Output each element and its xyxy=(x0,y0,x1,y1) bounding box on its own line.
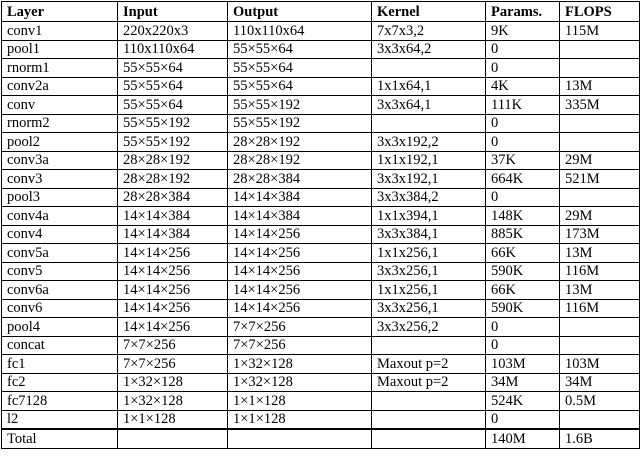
kernel-cell: 3x3x256,1 xyxy=(372,262,486,281)
layer-cell: conv2a xyxy=(2,77,118,96)
table-row xyxy=(2,299,640,318)
table-row xyxy=(2,207,640,226)
input-cell: 110x110x64 xyxy=(118,40,228,59)
kernel-cell: 3x3x256,2 xyxy=(372,318,486,337)
table-row xyxy=(2,170,640,189)
layer-cell: conv4 xyxy=(2,225,118,244)
output-cell: 55×55×64 xyxy=(228,40,372,59)
input-cell: 7×7×256 xyxy=(118,355,228,374)
kernel-cell: 3x3x192,2 xyxy=(372,133,486,152)
input-cell: 55×55×64 xyxy=(118,96,228,115)
total-row xyxy=(2,429,640,448)
header-kernel: Kernel xyxy=(372,2,486,22)
flops-cell: 116M xyxy=(560,262,640,281)
table-row xyxy=(2,392,640,411)
flops-cell: 335M xyxy=(560,96,640,115)
output-cell: 28×28×384 xyxy=(228,170,372,189)
input-cell: 28×28×384 xyxy=(118,188,228,207)
kernel-cell: 1x1x64,1 xyxy=(372,77,486,96)
params-cell: 524K xyxy=(486,392,560,411)
params-cell: 4K xyxy=(486,77,560,96)
input-cell: 7×7×256 xyxy=(118,336,228,355)
total-input xyxy=(118,429,228,448)
params-cell: 590K xyxy=(486,299,560,318)
flops-cell xyxy=(560,59,640,78)
flops-cell: 13M xyxy=(560,281,640,300)
table-row xyxy=(2,59,640,78)
table-row xyxy=(2,225,640,244)
output-cell: 14×14×384 xyxy=(228,188,372,207)
flops-cell xyxy=(560,318,640,337)
layer-cell: conv1 xyxy=(2,22,118,41)
params-cell: 0 xyxy=(486,114,560,133)
layer-cell: conv5a xyxy=(2,244,118,263)
input-cell: 14×14×256 xyxy=(118,262,228,281)
output-cell: 55×55×64 xyxy=(228,59,372,78)
kernel-cell: 7x7x3,2 xyxy=(372,22,486,41)
layer-cell: conv xyxy=(2,96,118,115)
kernel-cell: 3x3x192,1 xyxy=(372,170,486,189)
output-cell: 55×55×192 xyxy=(228,96,372,115)
input-cell: 55×55×64 xyxy=(118,77,228,96)
kernel-cell: Maxout p=2 xyxy=(372,373,486,392)
layer-table xyxy=(1,1,640,449)
layer-cell: pool2 xyxy=(2,133,118,152)
flops-cell: 116M xyxy=(560,299,640,318)
input-cell: 14×14×384 xyxy=(118,207,228,226)
layer-cell: conv6 xyxy=(2,299,118,318)
kernel-cell: 1x1x256,1 xyxy=(372,281,486,300)
flops-cell: 34M xyxy=(560,373,640,392)
total-flops: 1.6B xyxy=(560,429,640,448)
table-row xyxy=(2,355,640,374)
input-cell: 14×14×256 xyxy=(118,299,228,318)
table-row xyxy=(2,77,640,96)
params-cell: 0 xyxy=(486,410,560,429)
output-cell: 14×14×384 xyxy=(228,207,372,226)
layer-cell: pool3 xyxy=(2,188,118,207)
header-input: Input xyxy=(118,2,228,22)
params-cell: 34M xyxy=(486,373,560,392)
output-cell: 14×14×256 xyxy=(228,244,372,263)
table-row xyxy=(2,318,640,337)
output-cell: 1×32×128 xyxy=(228,373,372,392)
flops-cell xyxy=(560,336,640,355)
total-output xyxy=(228,429,372,448)
params-cell: 148K xyxy=(486,207,560,226)
total-params: 140M xyxy=(486,429,560,448)
flops-cell: 13M xyxy=(560,244,640,263)
output-cell: 28×28×192 xyxy=(228,133,372,152)
flops-cell: 173M xyxy=(560,225,640,244)
table-row xyxy=(2,96,640,115)
flops-cell xyxy=(560,133,640,152)
output-cell: 1×32×128 xyxy=(228,355,372,374)
header-layer: Layer xyxy=(2,2,118,22)
kernel-cell xyxy=(372,336,486,355)
kernel-cell xyxy=(372,59,486,78)
kernel-cell: 3x3x384,2 xyxy=(372,188,486,207)
total-kernel xyxy=(372,429,486,448)
kernel-cell: 1x1x256,1 xyxy=(372,244,486,263)
input-cell: 28×28×192 xyxy=(118,151,228,170)
params-cell: 0 xyxy=(486,133,560,152)
table-row xyxy=(2,188,640,207)
output-cell: 28×28×192 xyxy=(228,151,372,170)
flops-cell: 521M xyxy=(560,170,640,189)
input-cell: 1×32×128 xyxy=(118,392,228,411)
input-cell: 55×55×192 xyxy=(118,133,228,152)
output-cell: 14×14×256 xyxy=(228,281,372,300)
kernel-cell xyxy=(372,410,486,429)
table-row xyxy=(2,22,640,41)
flops-cell xyxy=(560,40,640,59)
kernel-cell: 3x3x64,2 xyxy=(372,40,486,59)
flops-cell: 29M xyxy=(560,151,640,170)
output-cell: 110x110x64 xyxy=(228,22,372,41)
params-cell: 66K xyxy=(486,281,560,300)
table-row xyxy=(2,281,640,300)
flops-cell xyxy=(560,188,640,207)
layer-cell: conv3 xyxy=(2,170,118,189)
header-flops: FLOPS xyxy=(560,2,640,22)
output-cell: 7×7×256 xyxy=(228,318,372,337)
params-cell: 0 xyxy=(486,59,560,78)
table-container xyxy=(1,1,639,459)
flops-cell: 29M xyxy=(560,207,640,226)
input-cell: 28×28×192 xyxy=(118,170,228,189)
kernel-cell: 3x3x64,1 xyxy=(372,96,486,115)
output-cell: 1×1×128 xyxy=(228,410,372,429)
output-cell: 55×55×64 xyxy=(228,77,372,96)
input-cell: 1×32×128 xyxy=(118,373,228,392)
table-row xyxy=(2,244,640,263)
layer-cell: conv4a xyxy=(2,207,118,226)
table-row xyxy=(2,40,640,59)
layer-cell: rnorm1 xyxy=(2,59,118,78)
layer-cell: conv6a xyxy=(2,281,118,300)
flops-cell: 13M xyxy=(560,77,640,96)
table-row xyxy=(2,133,640,152)
kernel-cell: 3x3x256,1 xyxy=(372,299,486,318)
flops-cell xyxy=(560,410,640,429)
output-cell: 14×14×256 xyxy=(228,262,372,281)
input-cell: 14×14×384 xyxy=(118,225,228,244)
table-row xyxy=(2,262,640,281)
kernel-cell: Maxout p=2 xyxy=(372,355,486,374)
output-cell: 14×14×256 xyxy=(228,299,372,318)
layer-cell: pool1 xyxy=(2,40,118,59)
flops-cell: 103M xyxy=(560,355,640,374)
input-cell: 14×14×256 xyxy=(118,244,228,263)
header-params: Params. xyxy=(486,2,560,22)
params-cell: 111K xyxy=(486,96,560,115)
layer-cell: fc2 xyxy=(2,373,118,392)
input-cell: 1×1×128 xyxy=(118,410,228,429)
params-cell: 885K xyxy=(486,225,560,244)
layer-cell: pool4 xyxy=(2,318,118,337)
input-cell: 14×14×256 xyxy=(118,281,228,300)
layer-cell: fc1 xyxy=(2,355,118,374)
output-cell: 55×55×192 xyxy=(228,114,372,133)
flops-cell: 115M xyxy=(560,22,640,41)
output-cell: 14×14×256 xyxy=(228,225,372,244)
output-cell: 7×7×256 xyxy=(228,336,372,355)
table-row xyxy=(2,410,640,429)
table-row xyxy=(2,114,640,133)
input-cell: 220x220x3 xyxy=(118,22,228,41)
kernel-cell: 1x1x192,1 xyxy=(372,151,486,170)
params-cell: 664K xyxy=(486,170,560,189)
layer-cell: concat xyxy=(2,336,118,355)
input-cell: 55×55×64 xyxy=(118,59,228,78)
header-output: Output xyxy=(228,2,372,22)
input-cell: 14×14×256 xyxy=(118,318,228,337)
params-cell: 9K xyxy=(486,22,560,41)
table-row xyxy=(2,373,640,392)
table-row xyxy=(2,336,640,355)
kernel-cell xyxy=(372,392,486,411)
table-row xyxy=(2,151,640,170)
params-cell: 103M xyxy=(486,355,560,374)
input-cell: 55×55×192 xyxy=(118,114,228,133)
layer-cell: conv5 xyxy=(2,262,118,281)
table-body xyxy=(2,22,640,430)
kernel-cell: 3x3x384,1 xyxy=(372,225,486,244)
kernel-cell: 1x1x394,1 xyxy=(372,207,486,226)
layer-cell: rnorm2 xyxy=(2,114,118,133)
params-cell: 0 xyxy=(486,188,560,207)
params-cell: 0 xyxy=(486,336,560,355)
params-cell: 37K xyxy=(486,151,560,170)
layer-cell: l2 xyxy=(2,410,118,429)
params-cell: 66K xyxy=(486,244,560,263)
header-row xyxy=(2,2,640,22)
params-cell: 0 xyxy=(486,40,560,59)
params-cell: 590K xyxy=(486,262,560,281)
params-cell: 0 xyxy=(486,318,560,337)
flops-cell xyxy=(560,114,640,133)
layer-cell: conv3a xyxy=(2,151,118,170)
total-label: Total xyxy=(2,429,118,448)
kernel-cell xyxy=(372,114,486,133)
flops-cell: 0.5M xyxy=(560,392,640,411)
output-cell: 1×1×128 xyxy=(228,392,372,411)
layer-cell: fc7128 xyxy=(2,392,118,411)
